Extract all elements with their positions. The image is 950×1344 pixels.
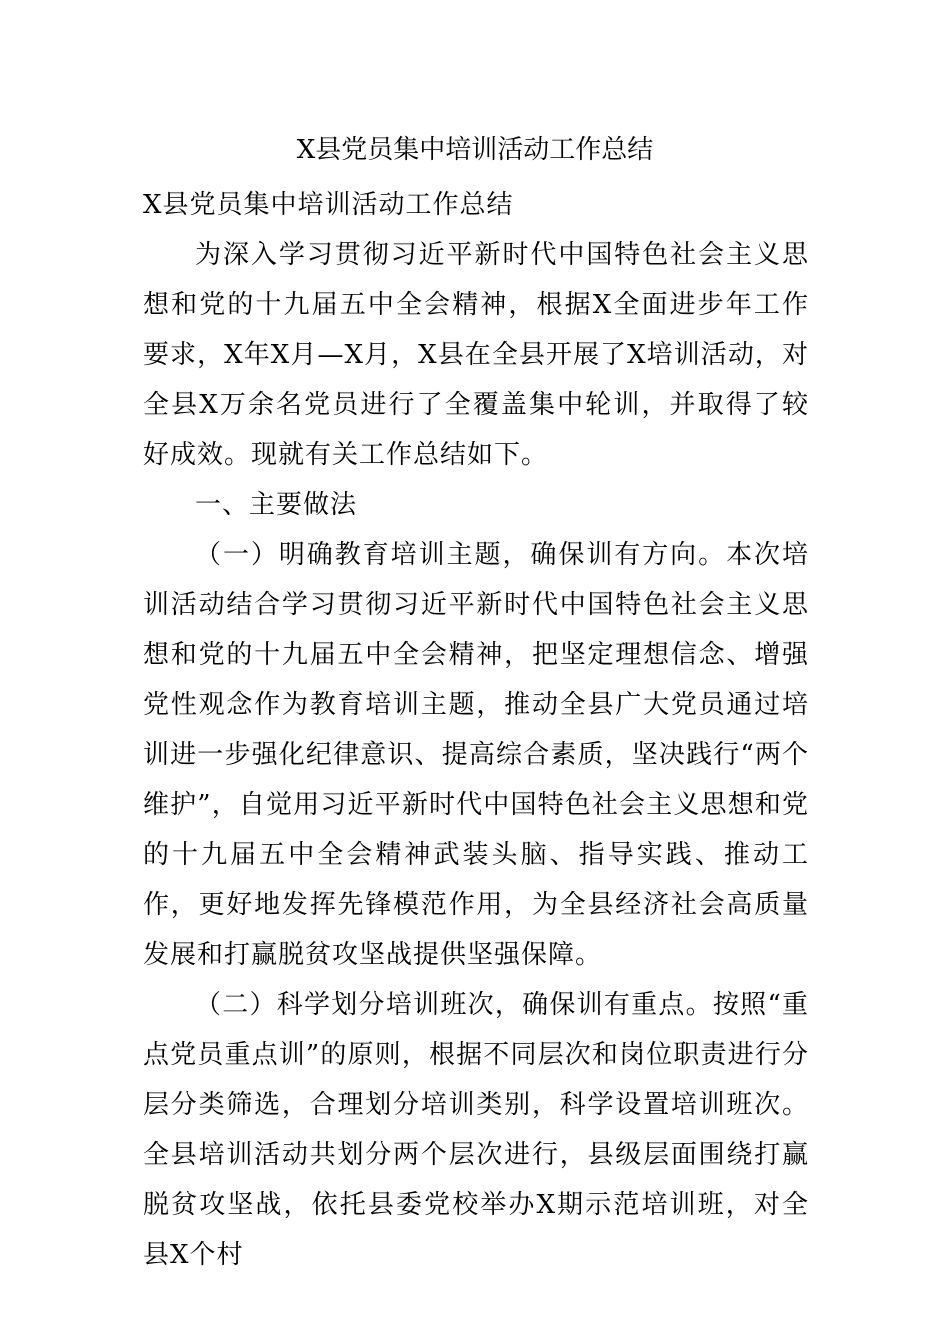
intro-paragraph: 为深入学习贯彻习近平新时代中国特色社会主义思想和党的十九届五中全会精神，根据X全面进步年工作要求，X年X月—X月，X县在全县开展了X培训活动，对全县X万余名党员进行了全覆盖集中轮训，并取得了较好成效。现就有关工作总结如下。 [143,240,809,470]
document-title: X县党员集中培训活动工作总结 [296,135,654,165]
document-body [143,180,809,1280]
paragraph-training-classes: （二）科学划分培训班次，确保训有重点。按照“重点党员重点训”的原则，根据不同层次和岗位职责进行分层分类筛选，合理划分培训类别，科学设置培训班次。全县培训活动共划分两个层次进行，县级层面围绕打赢脱贫攻坚战，依托县委党校举办X期示范培训班，对全县X个村 [143,990,809,1270]
document-subtitle: X县党员集中培训活动工作总结 [143,190,514,220]
section-heading-main-practices: 一、主要做法 [195,490,358,520]
paragraph-training-theme: （一）明确教育培训主题，确保训有方向。本次培训活动结合学习贯彻习近平新时代中国特色社会主义思想和党的十九届五中全会精神，把坚定理想信念、增强党性观念作为教育培训主题，推动全县广大党员通过培训进一步强化纪律意识、提高综合素质，坚决践行“两个维护”，自觉用习近平新时代中国特色社会主义思想和党的十九届五中全会精神武装头脑、指导实践、推动工作，更好地发挥先锋模范作用，为全县经济社会高质量发展和打赢脱贫攻坚战提供坚强保障。 [143,540,809,970]
